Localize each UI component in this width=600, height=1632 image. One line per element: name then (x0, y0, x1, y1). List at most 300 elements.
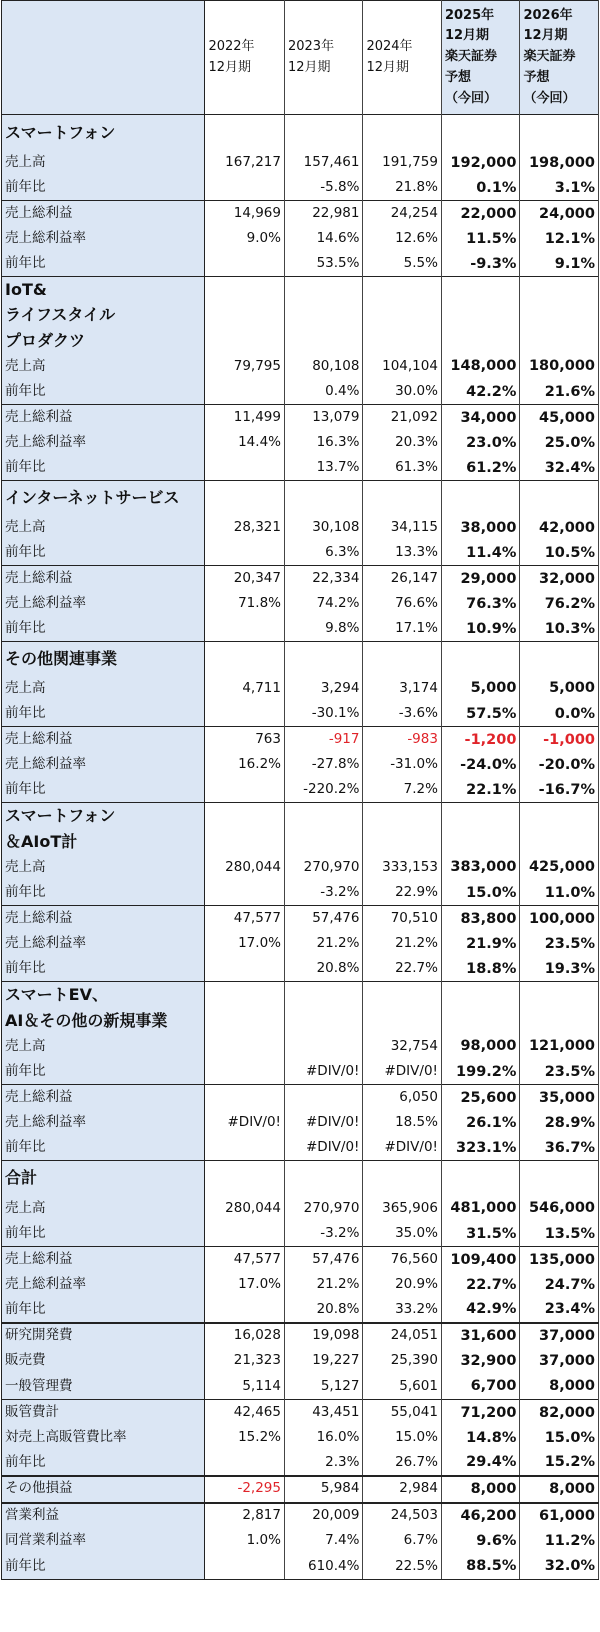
value-cell: 57.5% (441, 702, 519, 727)
value-cell: 8,000 (441, 1476, 519, 1503)
value-cell: 31,600 (441, 1323, 519, 1349)
value-cell: 21.2% (284, 1273, 362, 1298)
value-cell (520, 277, 599, 303)
value-cell: 98,000 (441, 1034, 519, 1060)
value-cell: 15.2% (205, 1426, 285, 1451)
table-row (2, 1451, 599, 1476)
value-cell (284, 642, 362, 676)
value-cell (520, 803, 599, 829)
value-cell: 3,294 (284, 676, 362, 702)
value-cell: 5.5% (363, 252, 441, 277)
value-cell (205, 982, 285, 1008)
table-row (2, 1196, 599, 1222)
value-cell: 15.0% (363, 1426, 441, 1451)
table-row (2, 778, 599, 803)
table-row (2, 456, 599, 481)
table-row (2, 957, 599, 982)
value-cell: -3.2% (284, 881, 362, 906)
value-cell: 12.1% (520, 227, 599, 252)
value-cell (205, 1085, 285, 1111)
value-cell (441, 328, 519, 354)
value-cell (205, 456, 285, 481)
value-cell: 481,000 (441, 1196, 519, 1222)
row-label: 前年比 (2, 957, 205, 982)
value-cell: 55,041 (363, 1400, 441, 1426)
value-cell: 71,200 (441, 1400, 519, 1426)
value-cell (284, 982, 362, 1008)
value-cell: 34,115 (363, 516, 441, 541)
value-cell: 5,601 (363, 1374, 441, 1400)
value-cell: 32.4% (520, 456, 599, 481)
value-cell (284, 115, 362, 151)
value-cell: -220.2% (284, 778, 362, 803)
table-row (2, 1349, 599, 1374)
header-cell: 2026年 12月期 楽天証券 予想 （今回） (520, 1, 599, 115)
value-cell: 19,227 (284, 1349, 362, 1374)
value-cell (284, 328, 362, 354)
value-cell (520, 982, 599, 1008)
value-cell (205, 617, 285, 642)
value-cell: 19,098 (284, 1323, 362, 1349)
row-label: 前年比 (2, 1136, 205, 1161)
section-row (2, 328, 599, 354)
row-label: 前年比 (2, 1060, 205, 1085)
value-cell: -3.2% (284, 1222, 362, 1247)
value-cell: 180,000 (520, 354, 599, 380)
value-cell: 20,009 (284, 1503, 362, 1529)
value-cell: 30.0% (363, 380, 441, 405)
row-label: IoT& (2, 277, 205, 303)
value-cell (441, 277, 519, 303)
row-label: 売上高 (2, 516, 205, 541)
value-cell (363, 303, 441, 328)
value-cell: 76.2% (520, 592, 599, 617)
section-row (2, 277, 599, 303)
table-row (2, 354, 599, 380)
value-cell: 42,465 (205, 1400, 285, 1426)
table-row (2, 932, 599, 957)
value-cell: 24.7% (520, 1273, 599, 1298)
row-label: 前年比 (2, 1222, 205, 1247)
value-cell (441, 1008, 519, 1034)
value-cell: 57,476 (284, 1247, 362, 1273)
row-label: ＆AIoT計 (2, 829, 205, 855)
row-label: 売上高 (2, 151, 205, 176)
table-row (2, 201, 599, 227)
table-row (2, 405, 599, 431)
row-label: 前年比 (2, 702, 205, 727)
row-label: 同営業利益率 (2, 1529, 205, 1554)
row-label: 前年比 (2, 778, 205, 803)
value-cell: 365,906 (363, 1196, 441, 1222)
value-cell: 33.2% (363, 1298, 441, 1323)
table-row (2, 753, 599, 778)
table-row (2, 676, 599, 702)
value-cell: 61,000 (520, 1503, 599, 1529)
row-label: 前年比 (2, 617, 205, 642)
value-cell (205, 277, 285, 303)
header-cell: 2022年 12月期 (205, 1, 285, 115)
value-cell (441, 1161, 519, 1196)
value-cell: 11.0% (520, 881, 599, 906)
value-cell (363, 982, 441, 1008)
value-cell: 53.5% (284, 252, 362, 277)
value-cell: 10.5% (520, 541, 599, 566)
value-cell: 16.3% (284, 431, 362, 456)
value-cell: 22.9% (363, 881, 441, 906)
section-row (2, 115, 599, 151)
value-cell: 333,153 (363, 855, 441, 881)
value-cell (205, 176, 285, 201)
value-cell: 24,503 (363, 1503, 441, 1529)
value-cell: 26.7% (363, 1451, 441, 1476)
value-cell: 191,759 (363, 151, 441, 176)
value-cell: 15.0% (441, 881, 519, 906)
row-label: 前年比 (2, 176, 205, 201)
value-cell: 25,600 (441, 1085, 519, 1111)
value-cell (205, 380, 285, 405)
value-cell: 19.3% (520, 957, 599, 982)
value-cell: 1.0% (205, 1529, 285, 1554)
value-cell: 37,000 (520, 1349, 599, 1374)
table-row (2, 1222, 599, 1247)
value-cell: 79,795 (205, 354, 285, 380)
value-cell: 21.8% (363, 176, 441, 201)
value-cell (284, 803, 362, 829)
value-cell: 4,711 (205, 676, 285, 702)
value-cell: 22.7% (363, 957, 441, 982)
value-cell (205, 1451, 285, 1476)
value-cell (205, 803, 285, 829)
row-label: 対売上高販管費比率 (2, 1426, 205, 1451)
table-row (2, 176, 599, 201)
value-cell: -2,295 (205, 1476, 285, 1503)
header-cell: 2024年 12月期 (363, 1, 441, 115)
value-cell: #DIV/0! (363, 1060, 441, 1085)
table-row (2, 1554, 599, 1580)
value-cell: 57,476 (284, 906, 362, 932)
value-cell: -1,000 (520, 727, 599, 753)
value-cell (205, 1161, 285, 1196)
table-row (2, 1273, 599, 1298)
value-cell: 2,817 (205, 1503, 285, 1529)
row-label: その他損益 (2, 1476, 205, 1503)
value-cell (441, 303, 519, 328)
value-cell (520, 1008, 599, 1034)
value-cell: 30,108 (284, 516, 362, 541)
value-cell (205, 957, 285, 982)
value-cell: #DIV/0! (284, 1136, 362, 1161)
table-row (2, 855, 599, 881)
value-cell: 383,000 (441, 855, 519, 881)
value-cell (363, 481, 441, 516)
value-cell: 35.0% (363, 1222, 441, 1247)
table-body (2, 115, 599, 1580)
table-row (2, 252, 599, 277)
value-cell: 9.0% (205, 227, 285, 252)
value-cell: 14.4% (205, 431, 285, 456)
row-label: 売上総利益率 (2, 227, 205, 252)
row-label: スマートフォン (2, 115, 205, 151)
value-cell: 22,981 (284, 201, 362, 227)
value-cell: 29.4% (441, 1451, 519, 1476)
value-cell: 26.1% (441, 1111, 519, 1136)
value-cell: 6,700 (441, 1374, 519, 1400)
value-cell (205, 481, 285, 516)
value-cell: 22.7% (441, 1273, 519, 1298)
value-cell: 8,000 (520, 1476, 599, 1503)
section-row (2, 803, 599, 829)
table-row (2, 1476, 599, 1503)
value-cell: 23.5% (520, 1060, 599, 1085)
table-row (2, 1400, 599, 1426)
value-cell: 9.8% (284, 617, 362, 642)
value-cell: 37,000 (520, 1323, 599, 1349)
table-row (2, 380, 599, 405)
value-cell: 32,754 (363, 1034, 441, 1060)
value-cell: 100,000 (520, 906, 599, 932)
value-cell: 47,577 (205, 1247, 285, 1273)
value-cell (520, 829, 599, 855)
value-cell: 8,000 (520, 1374, 599, 1400)
table-row (2, 541, 599, 566)
value-cell: 12.6% (363, 227, 441, 252)
row-label: 売上総利益率 (2, 592, 205, 617)
value-cell: 6.3% (284, 541, 362, 566)
value-cell: 76.3% (441, 592, 519, 617)
value-cell: 61.2% (441, 456, 519, 481)
value-cell: 28,321 (205, 516, 285, 541)
row-label: 売上総利益 (2, 201, 205, 227)
value-cell (363, 829, 441, 855)
row-label: 売上総利益 (2, 906, 205, 932)
value-cell (363, 1008, 441, 1034)
table-row (2, 1085, 599, 1111)
value-cell: 32,900 (441, 1349, 519, 1374)
value-cell: 42.2% (441, 380, 519, 405)
value-cell: 15.0% (520, 1426, 599, 1451)
table-row (2, 702, 599, 727)
table-row (2, 1298, 599, 1323)
value-cell: 21.2% (363, 932, 441, 957)
row-label: 前年比 (2, 541, 205, 566)
value-cell: -24.0% (441, 753, 519, 778)
row-label: 前年比 (2, 1298, 205, 1323)
row-label: 売上総利益率 (2, 431, 205, 456)
row-label: 売上高 (2, 1034, 205, 1060)
value-cell: 198,000 (520, 151, 599, 176)
row-label: インターネットサービス (2, 481, 205, 516)
section-row (2, 642, 599, 676)
value-cell: 88.5% (441, 1554, 519, 1580)
row-label: 売上総利益 (2, 1247, 205, 1273)
value-cell: -917 (284, 727, 362, 753)
value-cell (363, 642, 441, 676)
row-label: 営業利益 (2, 1503, 205, 1529)
value-cell: 2,984 (363, 1476, 441, 1503)
value-cell: 38,000 (441, 516, 519, 541)
value-cell: 20.8% (284, 957, 362, 982)
value-cell: 5,000 (520, 676, 599, 702)
header-cell (2, 1, 205, 115)
value-cell (205, 702, 285, 727)
value-cell: 13.7% (284, 456, 362, 481)
section-row (2, 481, 599, 516)
value-cell: 47,577 (205, 906, 285, 932)
table-row (2, 1426, 599, 1451)
value-cell: 167,217 (205, 151, 285, 176)
value-cell: 10.9% (441, 617, 519, 642)
value-cell (363, 277, 441, 303)
value-cell: -20.0% (520, 753, 599, 778)
row-label: その他関連事業 (2, 642, 205, 676)
value-cell: 21.9% (441, 932, 519, 957)
value-cell: 20.3% (363, 431, 441, 456)
row-label: 売上総利益率 (2, 753, 205, 778)
value-cell (205, 829, 285, 855)
section-row (2, 1161, 599, 1196)
table-row (2, 1374, 599, 1400)
table-row (2, 516, 599, 541)
row-label: 売上高 (2, 1196, 205, 1222)
value-cell (520, 328, 599, 354)
value-cell: 14.8% (441, 1426, 519, 1451)
value-cell: -1,200 (441, 727, 519, 753)
value-cell: -30.1% (284, 702, 362, 727)
value-cell: 11.4% (441, 541, 519, 566)
value-cell: 22,000 (441, 201, 519, 227)
value-cell: 21,323 (205, 1349, 285, 1374)
value-cell: 28.9% (520, 1111, 599, 1136)
value-cell: 280,044 (205, 855, 285, 881)
value-cell: 3.1% (520, 176, 599, 201)
value-cell (205, 1060, 285, 1085)
value-cell: 192,000 (441, 151, 519, 176)
table-row (2, 592, 599, 617)
value-cell (284, 481, 362, 516)
value-cell: 763 (205, 727, 285, 753)
row-label: 前年比 (2, 456, 205, 481)
value-cell: 22.1% (441, 778, 519, 803)
value-cell: 11,499 (205, 405, 285, 431)
value-cell: 14,969 (205, 201, 285, 227)
value-cell (205, 1222, 285, 1247)
table-row (2, 906, 599, 932)
value-cell: 6,050 (363, 1085, 441, 1111)
value-cell: #DIV/0! (284, 1060, 362, 1085)
value-cell: 24,000 (520, 201, 599, 227)
section-row (2, 303, 599, 328)
value-cell: 610.4% (284, 1554, 362, 1580)
value-cell (205, 1298, 285, 1323)
row-label: 売上高 (2, 676, 205, 702)
row-label: ライフスタイル (2, 303, 205, 328)
section-row (2, 1008, 599, 1034)
value-cell: 16.0% (284, 1426, 362, 1451)
value-cell: #DIV/0! (205, 1111, 285, 1136)
value-cell: 7.2% (363, 778, 441, 803)
value-cell: 61.3% (363, 456, 441, 481)
value-cell (284, 1008, 362, 1034)
value-cell (441, 829, 519, 855)
value-cell (205, 1136, 285, 1161)
value-cell: 15.2% (520, 1451, 599, 1476)
value-cell: #DIV/0! (363, 1136, 441, 1161)
value-cell (205, 541, 285, 566)
value-cell (441, 481, 519, 516)
value-cell: 21,092 (363, 405, 441, 431)
value-cell: 80,108 (284, 354, 362, 380)
row-label: 販管費計 (2, 1400, 205, 1426)
table-row (2, 1136, 599, 1161)
row-label: 売上高 (2, 354, 205, 380)
value-cell (205, 1034, 285, 1060)
value-cell (284, 1034, 362, 1060)
value-cell: 18.8% (441, 957, 519, 982)
header-row (2, 1, 599, 115)
value-cell: 32.0% (520, 1554, 599, 1580)
value-cell (363, 115, 441, 151)
value-cell: 29,000 (441, 566, 519, 592)
row-label: 前年比 (2, 380, 205, 405)
table-row (2, 1247, 599, 1273)
value-cell: 13.5% (520, 1222, 599, 1247)
value-cell (520, 642, 599, 676)
value-cell: 13.3% (363, 541, 441, 566)
value-cell (284, 829, 362, 855)
row-label: 売上総利益 (2, 405, 205, 431)
row-label: 売上総利益 (2, 566, 205, 592)
value-cell: 24,254 (363, 201, 441, 227)
value-cell: 20,347 (205, 566, 285, 592)
row-label: 研究開発費 (2, 1323, 205, 1349)
value-cell (205, 1008, 285, 1034)
value-cell (363, 1161, 441, 1196)
table-row (2, 151, 599, 176)
value-cell: 45,000 (520, 405, 599, 431)
financial-table (1, 0, 599, 1580)
value-cell (205, 642, 285, 676)
value-cell: 425,000 (520, 855, 599, 881)
table-row (2, 1503, 599, 1529)
value-cell (363, 328, 441, 354)
table-row (2, 881, 599, 906)
value-cell (441, 642, 519, 676)
value-cell: 135,000 (520, 1247, 599, 1273)
value-cell: 17.0% (205, 1273, 285, 1298)
value-cell: 148,000 (441, 354, 519, 380)
value-cell: 323.1% (441, 1136, 519, 1161)
value-cell: 121,000 (520, 1034, 599, 1060)
row-label: 売上総利益率 (2, 932, 205, 957)
value-cell: 26,147 (363, 566, 441, 592)
value-cell: 7.4% (284, 1529, 362, 1554)
value-cell (284, 1085, 362, 1111)
value-cell: 0.0% (520, 702, 599, 727)
value-cell: 71.8% (205, 592, 285, 617)
value-cell: 199.2% (441, 1060, 519, 1085)
value-cell: 42.9% (441, 1298, 519, 1323)
row-label: AI＆その他の新規事業 (2, 1008, 205, 1034)
value-cell: 11.2% (520, 1529, 599, 1554)
value-cell: 157,461 (284, 151, 362, 176)
value-cell: #DIV/0! (284, 1111, 362, 1136)
value-cell (205, 881, 285, 906)
value-cell: -3.6% (363, 702, 441, 727)
value-cell: 83,800 (441, 906, 519, 932)
table-row (2, 566, 599, 592)
value-cell: 74.2% (284, 592, 362, 617)
